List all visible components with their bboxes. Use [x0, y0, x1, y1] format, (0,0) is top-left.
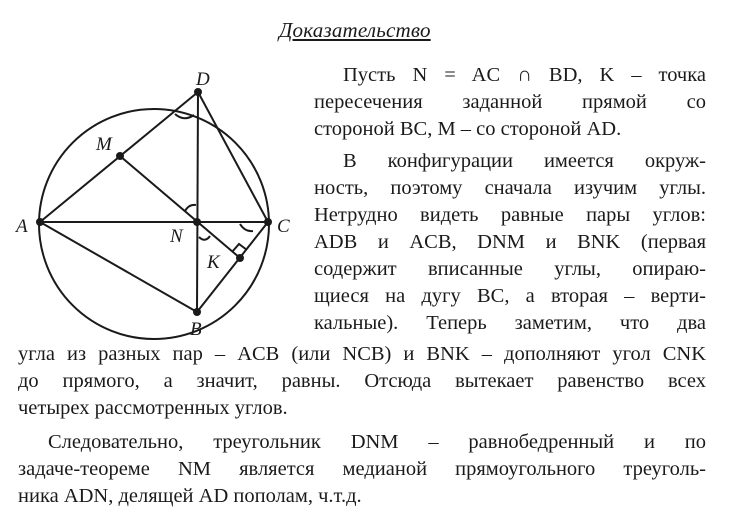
text-line: до прямого, а значит, равны. Отсюда вытекает равенство всех	[18, 370, 706, 392]
text-line: кальные). Теперь заметим, что два	[314, 312, 706, 334]
text-line: угла из разных пар – ACB (или NCB) и BNK – дополняют угол CNK	[18, 343, 706, 365]
text-line: ADB и ACB, DNM и BNK (первая	[314, 231, 706, 253]
text-line: стороной BC, M – со стороной AD.	[314, 118, 622, 140]
text-line: пересечения заданной прямой со	[314, 91, 706, 113]
geometry-figure	[0, 60, 300, 350]
point-B	[193, 308, 201, 316]
label-A: A	[16, 216, 28, 237]
label-B: B	[190, 319, 202, 340]
text-line: задаче-теореме NM является медианой прямоугольного треуголь-	[18, 458, 706, 480]
circle-diagram	[0, 60, 300, 350]
text-line: Пусть N = AC ∩ BD, K – точка	[343, 64, 706, 86]
point-M	[116, 152, 124, 160]
proof-heading: Доказательство	[279, 18, 431, 42]
point-N	[193, 218, 201, 226]
label-C: C	[277, 216, 290, 237]
angle-arc-N-bottom	[199, 236, 210, 240]
point-C	[264, 218, 272, 226]
label-M: M	[96, 134, 112, 155]
label-N: N	[170, 226, 183, 247]
point-A	[36, 218, 44, 226]
segment-DC	[198, 92, 268, 222]
circumcircle	[39, 109, 269, 339]
label-K: K	[207, 252, 220, 273]
text-line: содержит вписанные углы, опираю-	[314, 258, 706, 280]
point-K	[236, 254, 244, 262]
text-line: Нетрудно видеть равные пары углов:	[314, 204, 706, 226]
label-D: D	[196, 69, 210, 90]
text-line: Следовательно, треугольник DNM – равнобедренный и по	[48, 431, 706, 453]
text-line: четырех рассмотренных углов.	[18, 397, 288, 419]
text-line: ника ADN, делящей AD пополам, ч.т.д.	[18, 485, 362, 507]
text-line: щиеся на дугу BC, а вторая – верти-	[314, 285, 706, 307]
angle-arc-N-top	[185, 205, 196, 211]
text-line: ность, поэтому сначала изучим углы.	[314, 177, 706, 199]
text-line: В конфигурации имеется окруж-	[343, 150, 706, 172]
angle-arc-C	[240, 224, 253, 231]
segment-BD	[197, 92, 198, 312]
